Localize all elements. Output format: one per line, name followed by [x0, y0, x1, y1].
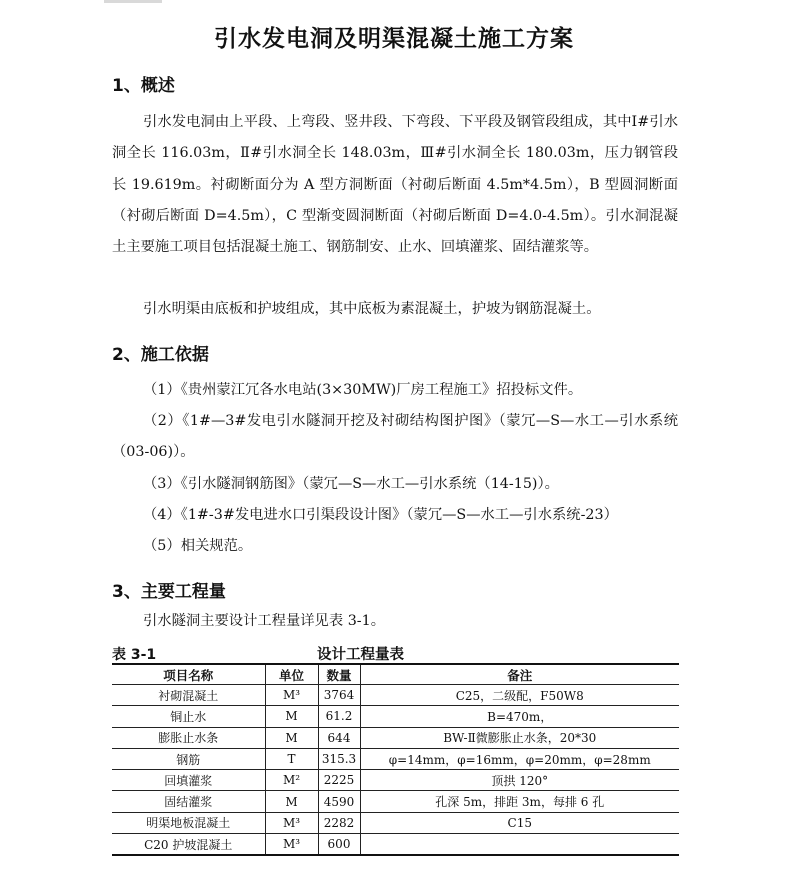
header-item-name: 项目名称 [112, 664, 265, 685]
cell-unit: M³ [265, 812, 318, 833]
basis-item-5: （5）相关规范。 [143, 538, 253, 554]
cell-remark: BW-Ⅱ微膨胀止水条，20*30 [360, 727, 679, 748]
cell-remark: 孔深 5m，排距 3m，每排 6 孔 [360, 791, 679, 812]
table-row [112, 770, 679, 791]
top-edge-mark [104, 0, 162, 3]
cell-remark [360, 834, 679, 856]
header-remark: 备注 [360, 664, 679, 685]
overview-paragraph-1: 引水发电洞由上平段、上弯段、竖井段、下弯段、下平段及钢管段组成，其中Ⅰ#引水洞全长 116.03m，Ⅱ#引水洞全长 148.03m，Ⅲ#引水洞全长 180.03m，压力钢管段长 19.619m。衬砌断面分为 A 型方洞断面（衬砌后断面 4.5m*4.5m），B 型圆洞断面（衬砌后断面 D=4.5m），C 型渐变圆洞断面（衬砌后断面 D=4.0-4.5m）。引水洞混凝土主要施工项目包括混凝土施工、钢筋制安、止水、回填灌浆、固结灌浆等。 [112, 114, 678, 256]
cell-item-name: 钢筋 [112, 748, 265, 769]
cell-item-name: 铜止水 [112, 706, 265, 727]
cell-unit: M [265, 727, 318, 748]
table-caption: 设计工程量表 [317, 647, 404, 663]
cell-remark: C25，二级配，F50W8 [360, 685, 679, 706]
cell-item-name: 衬砌混凝土 [112, 685, 265, 706]
section-heading-quantities: 3、主要工程量 [112, 582, 226, 602]
quantities-paragraph: 引水隧洞主要设计工程量详见表 3-1。 [143, 613, 386, 629]
cell-unit: M [265, 791, 318, 812]
cell-item-name: 膨胀止水条 [112, 727, 265, 748]
cell-unit: M² [265, 770, 318, 791]
table-row [112, 791, 679, 812]
table-row [112, 706, 679, 727]
cell-quantity: 600 [318, 834, 360, 856]
cell-quantity: 4590 [318, 791, 360, 812]
cell-quantity: 644 [318, 727, 360, 748]
cell-item-name: 固结灌浆 [112, 791, 265, 812]
quantity-table [112, 663, 679, 856]
cell-quantity: 2282 [318, 812, 360, 833]
cell-unit: T [265, 748, 318, 769]
cell-unit: M³ [265, 834, 318, 856]
basis-item-2: （2）《1#—3#发电引水隧洞开挖及衬砌结构图护图》（蒙冗—S—水工—引水系统（03-06)）。 [112, 413, 678, 460]
cell-item-name: 回填灌浆 [112, 770, 265, 791]
table-row [112, 727, 679, 748]
cell-quantity: 2225 [318, 770, 360, 791]
table-row [112, 834, 679, 856]
section-heading-overview: 1、概述 [112, 76, 175, 96]
cell-quantity: 61.2 [318, 706, 360, 727]
table-row [112, 685, 679, 706]
cell-remark: φ=14mm，φ=16mm，φ=20mm，φ=28mm [360, 748, 679, 769]
basis-item-1: （1）《贵州蒙江冗各水电站(3×30MW)厂房工程施工》招投标文件。 [143, 382, 583, 398]
cell-remark: C15 [360, 812, 679, 833]
section-heading-basis: 2、施工依据 [112, 345, 209, 365]
document-title: 引水发电洞及明渠混凝土施工方案 [214, 26, 574, 52]
cell-quantity: 3764 [318, 685, 360, 706]
table-row [112, 812, 679, 833]
overview-paragraph-2: 引水明渠由底板和护坡组成，其中底板为素混凝土，护坡为钢筋混凝土。 [143, 301, 601, 317]
table-row [112, 748, 679, 769]
table-label: 表 3-1 [112, 647, 157, 663]
cell-item-name: C20 护坡混凝土 [112, 834, 265, 856]
basis-item-4: （4）《1#-3#发电进水口引渠段设计图》（蒙冗—S—水工—引水系统-23） [143, 507, 618, 523]
header-unit: 单位 [265, 664, 318, 685]
cell-unit: M [265, 706, 318, 727]
header-quantity: 数量 [318, 664, 360, 685]
cell-unit: M³ [265, 685, 318, 706]
cell-remark: B=470m， [360, 706, 679, 727]
cell-item-name: 明渠地板混凝土 [112, 812, 265, 833]
table-header-row [112, 664, 679, 685]
cell-remark: 顶拱 120° [360, 770, 679, 791]
cell-quantity: 315.3 [318, 748, 360, 769]
basis-item-3: （3）《引水隧洞钢筋图》（蒙冗—S—水工—引水系统（14-15)）。 [143, 476, 559, 492]
